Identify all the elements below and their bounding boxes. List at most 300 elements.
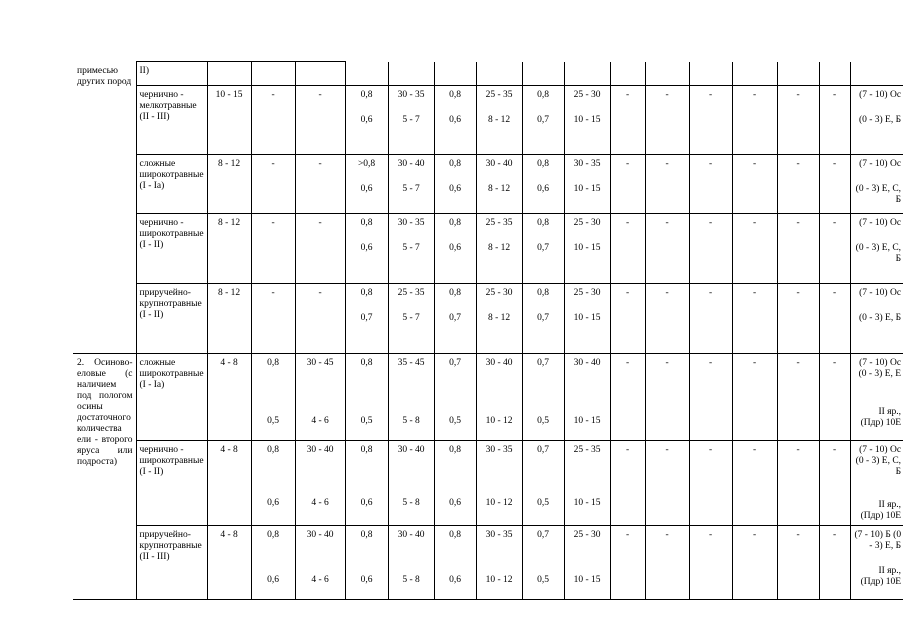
- value-cell: [476, 155, 522, 214]
- dash-cell: [689, 214, 732, 284]
- value-c8-bottom: 0,7: [537, 115, 549, 125]
- empty-cell: [732, 62, 777, 86]
- dash-value: -: [625, 445, 630, 455]
- dash-cell: [732, 284, 777, 354]
- volume-bottom: 4 - 6: [311, 575, 329, 585]
- value-c7-bottom: 8 - 12: [487, 115, 511, 125]
- table-row: [73, 354, 903, 441]
- density-cell: [251, 354, 295, 441]
- value-c9-top: 25 - 30: [573, 218, 601, 228]
- value-c4-bottom: 0,5: [360, 416, 373, 426]
- density-cell: [251, 526, 295, 600]
- type-label: чернично - широкотравные (I - II): [139, 218, 204, 250]
- volume-cell: [295, 441, 345, 526]
- value-c6-bottom: 0,5: [449, 416, 461, 426]
- empty-cell: [251, 62, 295, 86]
- volume: -: [318, 90, 322, 100]
- volume-cell: [295, 155, 345, 214]
- density: -: [271, 288, 275, 298]
- dash-cell: [819, 155, 850, 214]
- empty-cell: [645, 62, 689, 86]
- value-cell: [476, 441, 522, 526]
- value-cell: [522, 354, 564, 441]
- dash-cell: [645, 86, 689, 155]
- value-c4-top: 0,8: [360, 358, 373, 368]
- empty-cell: [434, 62, 476, 86]
- dash-value: -: [625, 159, 630, 169]
- volume-cell: [295, 354, 345, 441]
- empty-cell: [345, 62, 388, 86]
- value-cell: [388, 86, 434, 155]
- dash-value: -: [832, 159, 837, 169]
- dash-cell: [610, 526, 645, 600]
- type-cell: [136, 62, 207, 86]
- dash-value: -: [752, 159, 757, 169]
- dash-cell: [689, 155, 732, 214]
- empty-cell: [850, 62, 903, 86]
- composition-cell: [850, 354, 903, 441]
- type-label: приручейно-крупнотравные (II - III): [139, 530, 202, 562]
- age-cell: [207, 441, 251, 526]
- volume-cell: [295, 284, 345, 354]
- value-c5-bottom: 5 - 8: [402, 416, 420, 426]
- value-cell: [522, 86, 564, 155]
- dash-cell: [777, 86, 819, 155]
- value-c8-top: 0,8: [537, 218, 549, 228]
- value-cell: [434, 354, 476, 441]
- dash-cell: [732, 441, 777, 526]
- dash-cell: [732, 155, 777, 214]
- value-cell: [476, 214, 522, 284]
- value-cell: [434, 214, 476, 284]
- type-label: чернично - мелкотравные (II - III): [139, 90, 197, 122]
- value-cell: [345, 155, 388, 214]
- dash-value: -: [665, 218, 669, 228]
- dash-cell: [819, 354, 850, 441]
- type-cell: [136, 284, 207, 354]
- value-cell: [388, 526, 434, 600]
- value-c8-top: 0,7: [537, 358, 549, 368]
- density-bottom: 0,6: [267, 498, 279, 508]
- value-c9-bottom: 10 - 15: [573, 416, 601, 426]
- volume-cell: [295, 86, 345, 155]
- composition-bottom: II яр., (Пдр) 10Е: [860, 407, 902, 428]
- density-cell: [251, 441, 295, 526]
- dash-cell: [689, 526, 732, 600]
- volume-bottom: 4 - 6: [311, 498, 329, 508]
- dash-value: -: [708, 159, 713, 169]
- composition-top: (7 - 10) Ос: [859, 288, 902, 298]
- value-c7-top: 25 - 35: [485, 90, 513, 100]
- value-c9-top: 30 - 40: [573, 358, 601, 368]
- dash-value: -: [665, 530, 669, 540]
- group-cell: [73, 354, 136, 600]
- empty-cell: [207, 62, 251, 86]
- age-value: 10 - 15: [215, 90, 243, 100]
- value-c5-bottom: 5 - 8: [402, 575, 420, 585]
- dash-cell: [819, 214, 850, 284]
- composition-cell: [850, 86, 903, 155]
- composition-cell: [850, 214, 903, 284]
- dash-value: -: [708, 288, 713, 298]
- volume-cell: [295, 214, 345, 284]
- composition-top: (7 - 10) Ос: [859, 159, 902, 169]
- type-label: чернично - широкотравные (I - II): [139, 445, 204, 477]
- dash-cell: [645, 526, 689, 600]
- value-cell: [564, 214, 610, 284]
- age-cell: [207, 214, 251, 284]
- value-c7-top: 25 - 35: [485, 218, 513, 228]
- value-c9-bottom: 10 - 15: [573, 243, 601, 253]
- value-cell: [564, 284, 610, 354]
- density-top: 0,8: [267, 445, 279, 455]
- value-c8-bottom: 0,5: [537, 575, 549, 585]
- composition-top: (7 - 10) Ос (0 - 3) Е, Е: [858, 358, 902, 379]
- value-c6-top: 0,8: [449, 530, 461, 540]
- dash-cell: [610, 86, 645, 155]
- value-cell: [564, 441, 610, 526]
- value-c5-top: 30 - 40: [397, 530, 425, 540]
- volume: -: [318, 218, 322, 228]
- value-c9-top: 25 - 30: [573, 530, 601, 540]
- value-c5-bottom: 5 - 7: [402, 313, 420, 323]
- dash-cell: [777, 354, 819, 441]
- dash-cell: [732, 86, 777, 155]
- age-value: 8 - 12: [217, 218, 241, 228]
- composition-bottom: (0 - 3) Е, Б: [858, 115, 902, 125]
- value-c9-top: 25 - 30: [573, 90, 601, 100]
- value-c6-top: 0,8: [449, 159, 461, 169]
- value-c7-top: 30 - 40: [485, 159, 513, 169]
- value-c7-bottom: 10 - 12: [485, 498, 513, 508]
- dash-value: -: [665, 288, 669, 298]
- dash-cell: [610, 441, 645, 526]
- value-c7-top: 25 - 30: [485, 288, 513, 298]
- dash-cell: [777, 526, 819, 600]
- dash-cell: [645, 155, 689, 214]
- age-value: 4 - 8: [220, 445, 238, 455]
- dash-value: -: [832, 218, 837, 228]
- value-c7-bottom: 8 - 12: [487, 243, 511, 253]
- value-c4-bottom: 0,6: [360, 243, 373, 253]
- value-c9-top: 25 - 35: [573, 445, 601, 455]
- value-c5-top: 25 - 35: [397, 288, 425, 298]
- dash-value: -: [625, 288, 630, 298]
- value-c4-top: 0,8: [360, 90, 373, 100]
- value-cell: [434, 441, 476, 526]
- type-cell: [136, 214, 207, 284]
- type-cell: [136, 155, 207, 214]
- value-c9-top: 25 - 30: [573, 288, 601, 298]
- dash-cell: [819, 86, 850, 155]
- dash-value: -: [708, 218, 713, 228]
- value-c4-top: >0,8: [357, 159, 376, 169]
- dash-cell: [777, 284, 819, 354]
- value-cell: [476, 86, 522, 155]
- value-cell: [345, 441, 388, 526]
- empty-cell: [610, 62, 645, 86]
- dash-cell: [689, 86, 732, 155]
- value-c8-top: 0,8: [537, 159, 549, 169]
- value-c9-bottom: 10 - 15: [573, 115, 601, 125]
- age-cell: [207, 526, 251, 600]
- group-label: примесью других пород: [77, 65, 132, 87]
- type-label: сложные широкотравные (I - Ia): [139, 358, 204, 390]
- dash-value: -: [832, 288, 837, 298]
- volume-cell: [295, 526, 345, 600]
- value-cell: [345, 354, 388, 441]
- composition-bottom: II яр., (Пдр) 10Е: [860, 566, 902, 587]
- type-cell: [136, 86, 207, 155]
- type-cell: [136, 354, 207, 441]
- value-c5-bottom: 5 - 7: [402, 243, 420, 253]
- density-bottom: 0,6: [267, 575, 279, 585]
- dash-cell: [645, 214, 689, 284]
- dash-value: -: [708, 358, 713, 368]
- type-label: II): [139, 66, 149, 76]
- dash-value: -: [708, 530, 713, 540]
- empty-cell: [564, 62, 610, 86]
- dash-value: -: [752, 288, 757, 298]
- value-cell: [564, 155, 610, 214]
- age-cell: [207, 86, 251, 155]
- value-c4-bottom: 0,6: [360, 184, 373, 194]
- value-c5-bottom: 5 - 8: [402, 498, 420, 508]
- value-c4-bottom: 0,6: [360, 498, 373, 508]
- volume-bottom: 4 - 6: [311, 416, 329, 426]
- value-c5-top: 30 - 35: [397, 90, 425, 100]
- dash-value: -: [796, 358, 800, 368]
- dash-value: -: [665, 90, 669, 100]
- dash-cell: [689, 284, 732, 354]
- composition-cell: [850, 526, 903, 600]
- table-row: [73, 155, 903, 214]
- age-cell: [207, 284, 251, 354]
- dash-value: -: [625, 358, 630, 368]
- empty-cell: [476, 62, 522, 86]
- density-cell: [251, 284, 295, 354]
- value-cell: [388, 284, 434, 354]
- forest-type-table: [73, 61, 903, 600]
- value-c4-top: 0,8: [360, 218, 373, 228]
- value-cell: [345, 284, 388, 354]
- volume: -: [318, 159, 322, 169]
- age-cell: [207, 155, 251, 214]
- empty-cell: [295, 62, 345, 86]
- dash-value: -: [796, 445, 800, 455]
- value-c8-bottom: 0,7: [537, 313, 549, 323]
- value-cell: [476, 354, 522, 441]
- composition-top: (7 - 10) Ос: [859, 90, 902, 100]
- value-c5-bottom: 5 - 7: [402, 115, 420, 125]
- density-cell: [251, 86, 295, 155]
- empty-cell: [522, 62, 564, 86]
- value-c6-top: 0,8: [449, 218, 461, 228]
- density: -: [271, 159, 275, 169]
- value-c8-bottom: 0,6: [537, 184, 549, 194]
- dash-cell: [819, 526, 850, 600]
- dash-cell: [777, 155, 819, 214]
- dash-cell: [645, 284, 689, 354]
- dash-value: -: [625, 530, 630, 540]
- value-c5-top: 30 - 35: [397, 218, 425, 228]
- value-cell: [522, 526, 564, 600]
- dash-cell: [610, 214, 645, 284]
- group-cell: [73, 62, 136, 354]
- value-c5-top: 30 - 40: [397, 159, 425, 169]
- value-c5-top: 35 - 45: [397, 358, 425, 368]
- table-row: [73, 86, 903, 155]
- dash-value: -: [665, 358, 669, 368]
- value-c6-bottom: 0,6: [449, 575, 461, 585]
- value-cell: [476, 526, 522, 600]
- value-cell: [522, 214, 564, 284]
- volume-top: 30 - 40: [306, 530, 334, 540]
- value-cell: [434, 526, 476, 600]
- dash-cell: [689, 354, 732, 441]
- dash-value: -: [796, 90, 800, 100]
- dash-cell: [777, 441, 819, 526]
- volume-top: 30 - 40: [306, 445, 334, 455]
- value-c6-top: 0,8: [449, 445, 461, 455]
- dash-cell: [645, 354, 689, 441]
- dash-value: -: [796, 288, 800, 298]
- value-c9-top: 30 - 35: [573, 159, 601, 169]
- value-cell: [564, 526, 610, 600]
- dash-cell: [819, 284, 850, 354]
- value-c6-bottom: 0,7: [449, 313, 461, 323]
- value-cell: [434, 155, 476, 214]
- value-c7-bottom: 8 - 12: [487, 184, 511, 194]
- dash-value: -: [752, 218, 757, 228]
- composition-top: (7 - 10) Б (0 - 3) Е, Б: [854, 530, 902, 551]
- value-c5-top: 30 - 40: [397, 445, 425, 455]
- group-label: 2. Осиново-еловые (с наличием под пологом осины достаточного количества ели - второго яруса или подроста): [77, 358, 133, 467]
- density: -: [271, 218, 275, 228]
- dash-value: -: [665, 159, 669, 169]
- value-cell: [564, 354, 610, 441]
- value-cell: [522, 441, 564, 526]
- value-c8-top: 0,8: [537, 288, 549, 298]
- value-c7-bottom: 10 - 12: [485, 416, 513, 426]
- table-row: [73, 441, 903, 526]
- value-cell: [522, 284, 564, 354]
- value-c8-top: 0,7: [537, 445, 549, 455]
- composition-cell: [850, 284, 903, 354]
- dash-value: -: [796, 530, 800, 540]
- value-c6-top: 0,8: [449, 90, 461, 100]
- value-c7-bottom: 10 - 12: [485, 575, 513, 585]
- dash-value: -: [832, 530, 837, 540]
- dash-value: -: [752, 445, 757, 455]
- value-cell: [388, 214, 434, 284]
- value-c4-bottom: 0,7: [360, 313, 373, 323]
- value-c6-top: 0,7: [449, 358, 461, 368]
- dash-cell: [610, 354, 645, 441]
- value-c4-bottom: 0,6: [360, 115, 373, 125]
- value-cell: [388, 155, 434, 214]
- composition-top: (7 - 10) Ос: [859, 218, 902, 228]
- value-c6-bottom: 0,6: [449, 498, 461, 508]
- dash-cell: [645, 441, 689, 526]
- dash-cell: [610, 284, 645, 354]
- composition-top: (7 - 10) Ос (0 - 3) Е, С, Б: [855, 445, 902, 477]
- value-c6-bottom: 0,6: [449, 243, 461, 253]
- dash-cell: [732, 526, 777, 600]
- density-top: 0,8: [267, 358, 279, 368]
- value-cell: [345, 86, 388, 155]
- empty-cell: [388, 62, 434, 86]
- value-c9-bottom: 10 - 15: [573, 575, 601, 585]
- value-c9-bottom: 10 - 15: [573, 498, 601, 508]
- value-c6-bottom: 0,6: [449, 184, 461, 194]
- table-row: [73, 62, 903, 86]
- dash-value: -: [752, 90, 757, 100]
- composition-cell: [850, 155, 903, 214]
- volume: -: [318, 288, 322, 298]
- value-c8-top: 0,8: [537, 90, 549, 100]
- value-c9-bottom: 10 - 15: [573, 313, 601, 323]
- type-label: сложные широкотравные (I - Ia): [139, 159, 204, 191]
- composition-bottom: (0 - 3) Е, Б: [858, 313, 902, 323]
- type-label: приручейно-крупнотравные (I - II): [139, 288, 202, 320]
- composition-cell: [850, 441, 903, 526]
- value-c7-bottom: 8 - 12: [487, 313, 511, 323]
- value-cell: [388, 441, 434, 526]
- dash-cell: [819, 441, 850, 526]
- dash-value: -: [665, 445, 669, 455]
- value-c8-top: 0,7: [537, 530, 549, 540]
- density-top: 0,8: [267, 530, 279, 540]
- dash-value: -: [796, 218, 800, 228]
- value-c4-top: 0,8: [360, 530, 373, 540]
- dash-value: -: [708, 445, 713, 455]
- value-c4-top: 0,8: [360, 445, 373, 455]
- composition-bottom: (0 - 3) Е, С, Б: [855, 184, 902, 205]
- empty-cell: [689, 62, 732, 86]
- empty-cell: [777, 62, 819, 86]
- value-c4-bottom: 0,6: [360, 575, 373, 585]
- density: -: [271, 90, 275, 100]
- volume-top: 30 - 45: [306, 358, 334, 368]
- dash-value: -: [796, 159, 800, 169]
- age-value: 4 - 8: [220, 358, 238, 368]
- dash-value: -: [625, 90, 630, 100]
- dash-cell: [732, 354, 777, 441]
- type-cell: [136, 441, 207, 526]
- value-c4-top: 0,8: [360, 288, 373, 298]
- dash-value: -: [752, 358, 757, 368]
- value-c8-bottom: 0,5: [537, 416, 549, 426]
- value-c7-top: 30 - 40: [485, 358, 513, 368]
- table-row: [73, 214, 903, 284]
- dash-value: -: [832, 90, 837, 100]
- type-cell: [136, 526, 207, 600]
- value-c6-top: 0,8: [449, 288, 461, 298]
- age-value: 8 - 12: [217, 288, 241, 298]
- dash-value: -: [832, 358, 837, 368]
- dash-value: -: [832, 445, 837, 455]
- table-row: [73, 284, 903, 354]
- value-c9-bottom: 10 - 15: [573, 184, 601, 194]
- dash-cell: [777, 214, 819, 284]
- value-cell: [388, 354, 434, 441]
- composition-bottom: (0 - 3) Е, С, Б: [855, 243, 902, 264]
- table-row: [73, 526, 903, 600]
- age-value: 8 - 12: [217, 159, 241, 169]
- age-value: 4 - 8: [220, 530, 238, 540]
- empty-cell: [819, 62, 850, 86]
